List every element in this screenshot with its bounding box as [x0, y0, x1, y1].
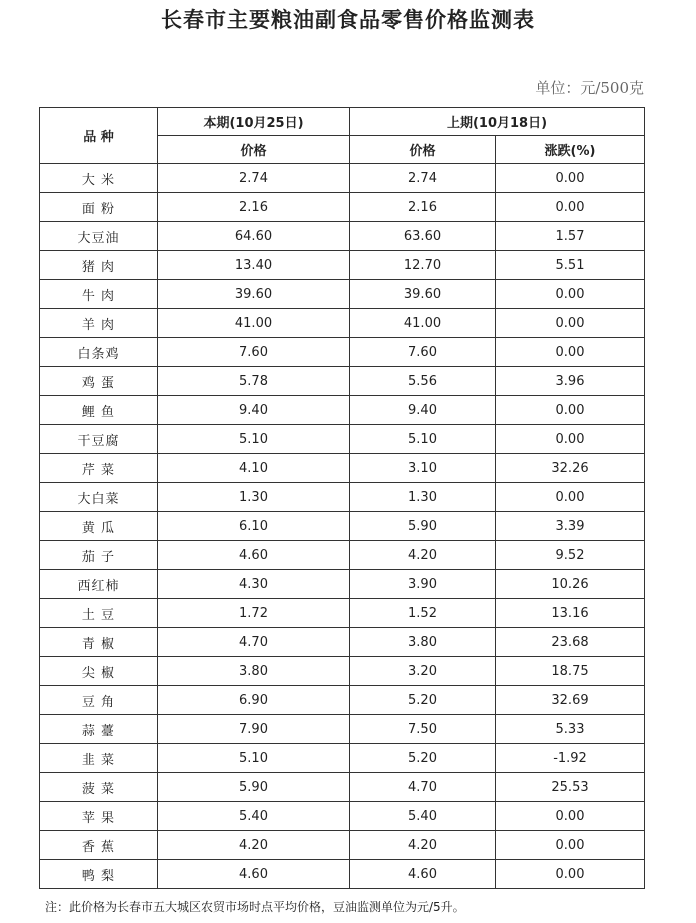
row-previous-price: 5.40: [350, 802, 496, 831]
row-name: 鲤 鱼: [40, 396, 158, 425]
table-row: [40, 483, 645, 512]
row-current-price: 4.70: [158, 628, 350, 657]
row-change: 0.00: [496, 280, 645, 309]
row-current-price: 4.30: [158, 570, 350, 599]
row-current-price: 5.78: [158, 367, 350, 396]
row-name: 苹 果: [40, 802, 158, 831]
header-current-period: 本期(10月25日): [158, 108, 350, 136]
row-previous-price: 4.70: [350, 773, 496, 802]
row-current-price: 5.10: [158, 425, 350, 454]
row-name: 羊 肉: [40, 309, 158, 338]
table-row: [40, 251, 645, 280]
row-name: 西红柿: [40, 570, 158, 599]
price-table: [39, 107, 645, 889]
row-current-price: 4.60: [158, 541, 350, 570]
row-name: 白条鸡: [40, 338, 158, 367]
row-current-price: 7.90: [158, 715, 350, 744]
table-row: [40, 280, 645, 309]
row-name: 猪 肉: [40, 251, 158, 280]
row-name: 尖 椒: [40, 657, 158, 686]
row-current-price: 4.20: [158, 831, 350, 860]
row-current-price: 3.80: [158, 657, 350, 686]
row-previous-price: 4.60: [350, 860, 496, 889]
row-current-price: 5.40: [158, 802, 350, 831]
row-name: 青 椒: [40, 628, 158, 657]
table-row: [40, 773, 645, 802]
table-row: [40, 628, 645, 657]
row-previous-price: 1.30: [350, 483, 496, 512]
table-row: [40, 309, 645, 338]
row-change: 3.39: [496, 512, 645, 541]
table-row: [40, 715, 645, 744]
row-change: 23.68: [496, 628, 645, 657]
row-change: 0.00: [496, 309, 645, 338]
row-change: 0.00: [496, 396, 645, 425]
row-name: 香 蕉: [40, 831, 158, 860]
row-change: 32.26: [496, 454, 645, 483]
row-change: 0.00: [496, 860, 645, 889]
row-change: 3.96: [496, 367, 645, 396]
row-current-price: 6.90: [158, 686, 350, 715]
row-change: 5.33: [496, 715, 645, 744]
table-row: [40, 686, 645, 715]
row-previous-price: 5.10: [350, 425, 496, 454]
row-change: 9.52: [496, 541, 645, 570]
row-name: 菠 菜: [40, 773, 158, 802]
footnote: 注：此价格为长春市五大城区农贸市场时点平均价格，豆油监测单位为元/5升。: [45, 900, 465, 914]
row-name: 大白菜: [40, 483, 158, 512]
table-row: [40, 744, 645, 773]
row-previous-price: 2.74: [350, 164, 496, 193]
table-row: [40, 657, 645, 686]
row-current-price: 9.40: [158, 396, 350, 425]
table-row: [40, 512, 645, 541]
row-change: 0.00: [496, 164, 645, 193]
page-title: 长春市主要粮油副食品零售价格监测表: [161, 7, 535, 32]
row-previous-price: 41.00: [350, 309, 496, 338]
table-row: [40, 860, 645, 889]
row-current-price: 4.10: [158, 454, 350, 483]
row-change: 0.00: [496, 425, 645, 454]
row-previous-price: 9.40: [350, 396, 496, 425]
row-name: 茄 子: [40, 541, 158, 570]
table-row: [40, 802, 645, 831]
table-row: [40, 454, 645, 483]
row-change: 5.51: [496, 251, 645, 280]
row-name: 鸡 蛋: [40, 367, 158, 396]
table-body: [40, 164, 645, 889]
header-variety: 品 种: [40, 108, 158, 164]
table-row: [40, 222, 645, 251]
row-current-price: 5.10: [158, 744, 350, 773]
row-change: 0.00: [496, 802, 645, 831]
row-current-price: 4.60: [158, 860, 350, 889]
header-current-price: 价格: [158, 136, 350, 164]
row-previous-price: 63.60: [350, 222, 496, 251]
unit-label: 单位：元/500克: [535, 79, 644, 97]
table-row: [40, 396, 645, 425]
row-previous-price: 3.90: [350, 570, 496, 599]
row-current-price: 6.10: [158, 512, 350, 541]
table-row: [40, 599, 645, 628]
row-current-price: 41.00: [158, 309, 350, 338]
row-change: -1.92: [496, 744, 645, 773]
row-previous-price: 5.20: [350, 744, 496, 773]
row-change: 18.75: [496, 657, 645, 686]
row-name: 面 粉: [40, 193, 158, 222]
table-row: [40, 831, 645, 860]
row-previous-price: 5.20: [350, 686, 496, 715]
row-previous-price: 3.80: [350, 628, 496, 657]
row-name: 大 米: [40, 164, 158, 193]
row-current-price: 2.74: [158, 164, 350, 193]
row-current-price: 39.60: [158, 280, 350, 309]
row-change: 1.57: [496, 222, 645, 251]
table-row: [40, 164, 645, 193]
row-previous-price: 4.20: [350, 541, 496, 570]
row-name: 牛 肉: [40, 280, 158, 309]
row-current-price: 5.90: [158, 773, 350, 802]
header-previous-period: 上期(10月18日): [350, 108, 645, 136]
row-change: 0.00: [496, 193, 645, 222]
row-change: 0.00: [496, 831, 645, 860]
row-previous-price: 2.16: [350, 193, 496, 222]
row-current-price: 1.72: [158, 599, 350, 628]
table-row: [40, 193, 645, 222]
table-header-row: [40, 108, 645, 136]
table-row: [40, 425, 645, 454]
row-previous-price: 1.52: [350, 599, 496, 628]
table-row: [40, 541, 645, 570]
row-previous-price: 4.20: [350, 831, 496, 860]
row-current-price: 64.60: [158, 222, 350, 251]
header-change: 涨跌(%): [496, 136, 645, 164]
row-previous-price: 3.20: [350, 657, 496, 686]
row-name: 豆 角: [40, 686, 158, 715]
row-change: 0.00: [496, 338, 645, 367]
row-current-price: 2.16: [158, 193, 350, 222]
row-previous-price: 7.60: [350, 338, 496, 367]
header-previous-price: 价格: [350, 136, 496, 164]
row-name: 芹 菜: [40, 454, 158, 483]
row-previous-price: 5.56: [350, 367, 496, 396]
row-previous-price: 5.90: [350, 512, 496, 541]
row-previous-price: 12.70: [350, 251, 496, 280]
row-name: 蒜 薹: [40, 715, 158, 744]
row-name: 鸭 梨: [40, 860, 158, 889]
row-current-price: 7.60: [158, 338, 350, 367]
row-change: 25.53: [496, 773, 645, 802]
row-name: 干豆腐: [40, 425, 158, 454]
row-name: 黄 瓜: [40, 512, 158, 541]
row-change: 32.69: [496, 686, 645, 715]
row-name: 韭 菜: [40, 744, 158, 773]
row-change: 0.00: [496, 483, 645, 512]
row-name: 土 豆: [40, 599, 158, 628]
row-previous-price: 7.50: [350, 715, 496, 744]
row-change: 13.16: [496, 599, 645, 628]
row-previous-price: 39.60: [350, 280, 496, 309]
row-change: 10.26: [496, 570, 645, 599]
row-name: 大豆油: [40, 222, 158, 251]
row-previous-price: 3.10: [350, 454, 496, 483]
table-row: [40, 570, 645, 599]
row-current-price: 13.40: [158, 251, 350, 280]
table-row: [40, 338, 645, 367]
table-row: [40, 367, 645, 396]
row-current-price: 1.30: [158, 483, 350, 512]
